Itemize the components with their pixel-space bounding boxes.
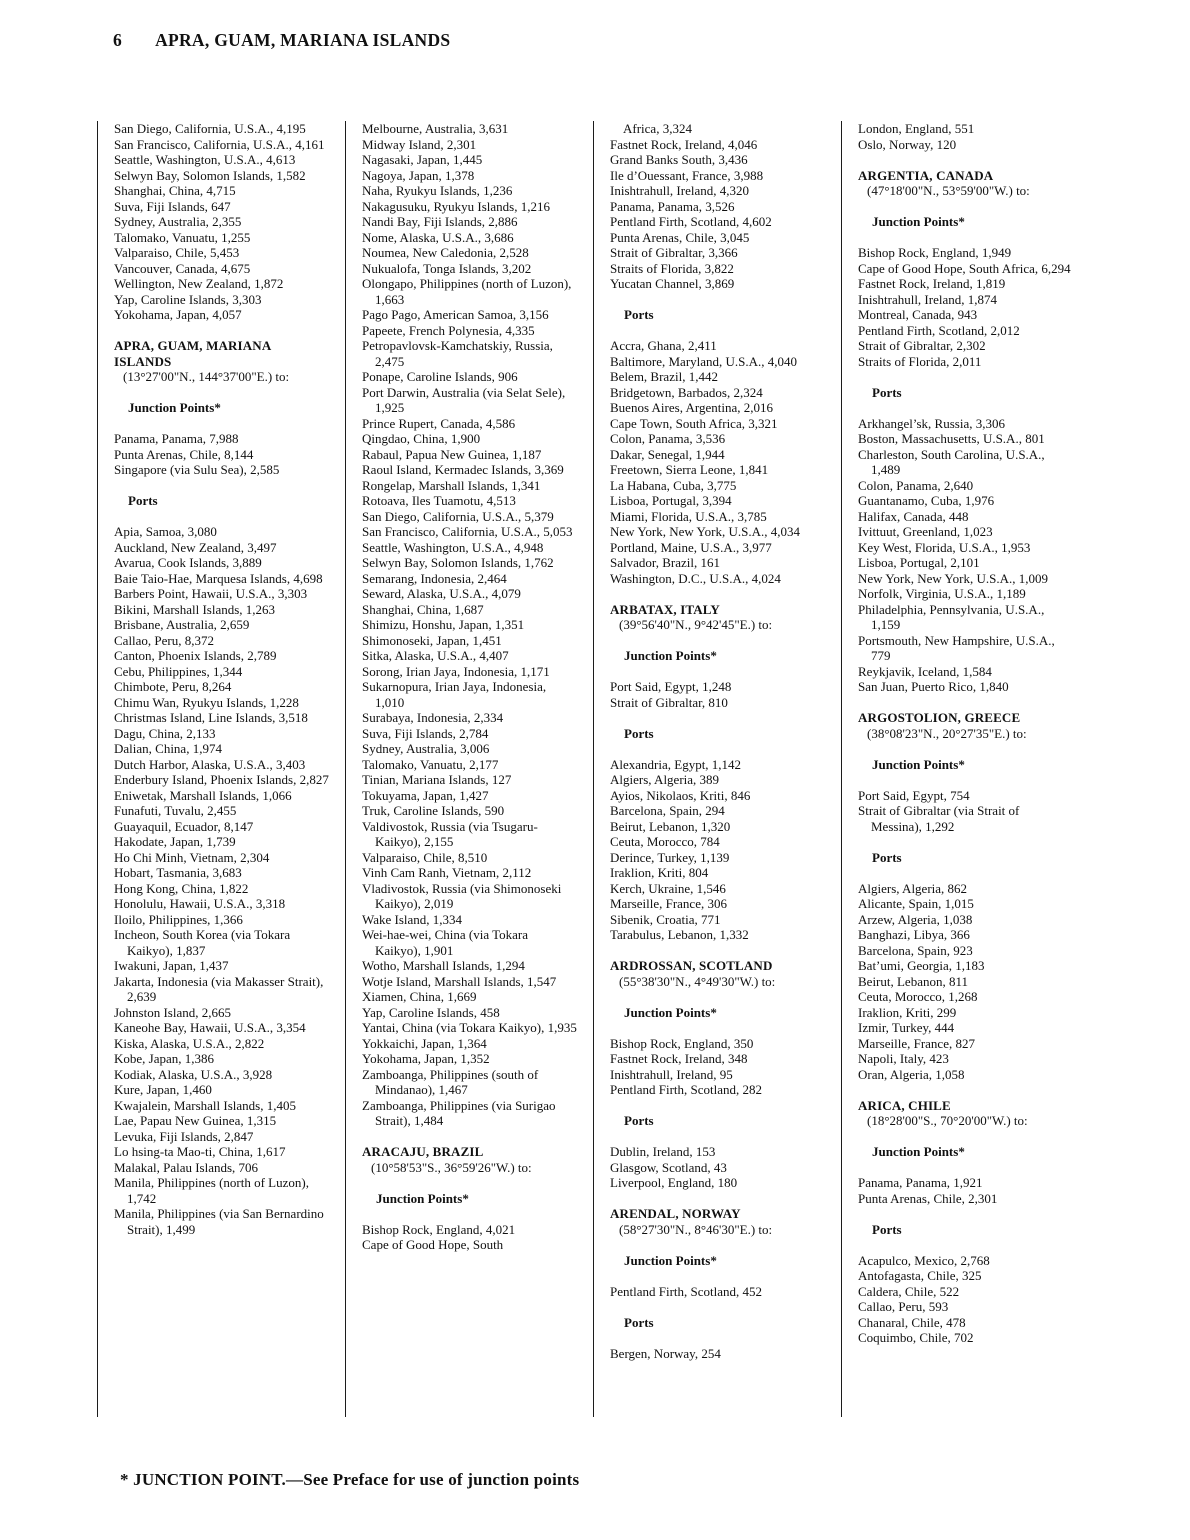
- distance-entry: Kerch, Ukraine, 1,546: [610, 880, 726, 896]
- distance-entry: Callao, Peru, 593: [858, 1299, 949, 1314]
- distance-entry: Panama, Panama, 7,988: [114, 431, 239, 446]
- distance-entry: Qingdao, China, 1,900: [362, 431, 481, 446]
- distance-entry: Izmir, Turkey, 444: [858, 1020, 955, 1035]
- distance-entry: Sydney, Australia, 3,006: [362, 741, 490, 756]
- distance-entry: Coquimbo, Chile, 702: [858, 1330, 974, 1345]
- distance-entry: Rotoava, Iles Tuamotu, 4,513: [362, 493, 516, 508]
- distance-entry: Lisboa, Portugal, 2,101: [858, 555, 980, 570]
- distance-entry: Ile d’Ouessant, France, 3,988: [610, 167, 764, 183]
- distance-entry: Iwakuni, Japan, 1,437: [114, 958, 229, 973]
- spacer: [610, 710, 825, 726]
- distance-entry: Selwyn Bay, Solomon Islands, 1,582: [114, 167, 306, 183]
- distance-entry: San Diego, California, U.S.A., 4,195: [114, 121, 306, 136]
- distance-entry: Jakarta, Indonesia (via Makasser Strait), 2,639: [114, 973, 324, 1004]
- distance-entry: Strait of Gibraltar, 810: [610, 694, 728, 710]
- distance-entry: Guantanamo, Cuba, 1,976: [858, 493, 995, 508]
- distance-entry: Wellington, New Zealand, 1,872: [114, 276, 284, 291]
- spacer: [610, 989, 825, 1005]
- distance-entry: Nagasaki, Japan, 1,445: [362, 152, 483, 167]
- port-coordinates: (39°56'40"N., 9°42'45"E.) to:: [619, 617, 773, 632]
- distance-entry: Wei-hae-wei, China (via Tokara Kaikyo), 1,901: [362, 927, 529, 958]
- distance-entry: Surabaya, Indonesia, 2,334: [362, 710, 504, 725]
- distance-entry: Straits of Florida, 2,011: [858, 353, 982, 369]
- distance-entry: Tarabulus, Lebanon, 1,332: [610, 927, 749, 942]
- distance-entry: Oran, Algeria, 1,058: [858, 1066, 965, 1082]
- distance-entry: Nagoya, Japan, 1,378: [362, 167, 475, 183]
- distance-entry: Seward, Alaska, U.S.A., 4,079: [362, 586, 521, 601]
- distance-entry: Shanghai, China, 1,687: [362, 601, 484, 617]
- distance-entry: Antofagasta, Chile, 325: [858, 1268, 982, 1283]
- distance-entry: Arkhangel’sk, Russia, 3,306: [858, 415, 1005, 431]
- distance-entry: Bat’umi, Georgia, 1,183: [858, 958, 985, 973]
- distance-entry: Vinh Cam Ranh, Vietnam, 2,112: [362, 865, 532, 880]
- distance-entry: Port Said, Egypt, 1,248: [610, 679, 732, 694]
- spacer: [610, 943, 825, 959]
- distance-entry: Petropavlovsk-Kamchatskiy, Russia, 2,475: [362, 338, 553, 369]
- spacer: [858, 230, 1073, 246]
- distance-entry: Salvador, Brazil, 161: [610, 555, 720, 570]
- distance-entry: Fastnet Rock, Ireland, 1,819: [858, 276, 1006, 291]
- distance-entry: Iraklion, Kriti, 804: [610, 865, 709, 880]
- distance-entry: Kiska, Alaska, U.S.A., 2,822: [114, 1035, 265, 1051]
- distance-entry: Hakodate, Japan, 1,739: [114, 834, 236, 849]
- distance-entry: Arzew, Algeria, 1,038: [858, 911, 973, 927]
- distance-entry: Callao, Peru, 8,372: [114, 632, 215, 648]
- distance-entry: Freetown, Sierra Leone, 1,841: [610, 462, 769, 477]
- distance-entry: Washington, D.C., U.S.A., 4,024: [610, 570, 781, 586]
- columns-container: [97, 121, 1089, 1417]
- distance-entry: Strait of Gibraltar (via Strait of Messina), 1,292: [858, 803, 1020, 834]
- port-heading: ARGENTIA, CANADA: [858, 167, 994, 183]
- port-heading: ARACAJU, BRAZIL: [362, 1144, 484, 1159]
- distance-entry: Chanaral, Chile, 478: [858, 1314, 966, 1330]
- spacer: [610, 1299, 825, 1315]
- spacer: [114, 385, 329, 401]
- distance-entry: Naha, Ryukyu Islands, 1,236: [362, 183, 513, 198]
- distance-entry: Ceuta, Morocco, 1,268: [858, 989, 978, 1004]
- distance-entry: Melbourne, Australia, 3,631: [362, 121, 509, 136]
- distance-entry: Alexandria, Egypt, 1,142: [610, 756, 742, 772]
- distance-entry: Colon, Panama, 2,640: [858, 477, 974, 493]
- distance-entry: Sorong, Irian Jaya, Indonesia, 1,171: [362, 663, 550, 679]
- distance-entry: Yap, Caroline Islands, 3,303: [114, 291, 262, 307]
- spacer: [610, 1191, 825, 1207]
- distance-entry: Dublin, Ireland, 153: [610, 1144, 716, 1159]
- spacer: [858, 199, 1073, 215]
- distance-entry: Panama, Panama, 3,526: [610, 198, 735, 214]
- section-subheading: Ports: [872, 849, 902, 865]
- distance-entry: Canton, Phoenix Islands, 2,789: [114, 648, 277, 663]
- junction-point-footnote: * JUNCTION POINT.—See Preface for use of junction points: [120, 1470, 580, 1489]
- distance-entry: Pago Pago, American Samoa, 3,156: [362, 307, 549, 322]
- distance-entry: Montreal, Canada, 943: [858, 307, 978, 322]
- distance-entry: Strait of Gibraltar, 3,366: [610, 245, 738, 260]
- distance-entry: Philadelphia, Pennsylvania, U.S.A., 1,159: [858, 601, 1045, 632]
- distance-entry: Kobe, Japan, 1,386: [114, 1051, 215, 1066]
- section-subheading: Junction Points*: [872, 756, 965, 772]
- section-subheading: Ports: [624, 1314, 654, 1330]
- port-coordinates: (13°27'00"N., 144°37'00"E.) to:: [123, 369, 290, 384]
- distance-entry: Rongelap, Marshall Islands, 1,341: [362, 477, 541, 493]
- distance-entry: Charleston, South Carolina, U.S.A., 1,489: [858, 446, 1045, 477]
- distance-entry: Dutch Harbor, Alaska, U.S.A., 3,403: [114, 756, 306, 772]
- port-heading: ARENDAL, NORWAY: [610, 1206, 741, 1221]
- distance-entry: Halifax, Canada, 448: [858, 508, 969, 524]
- distance-entry: Wotje Island, Marshall Islands, 1,547: [362, 973, 557, 989]
- spacer: [114, 416, 329, 432]
- distance-entry: Talomako, Vanuatu, 2,177: [362, 756, 499, 772]
- spacer: [610, 292, 825, 308]
- distance-entry: Tinian, Mariana Islands, 127: [362, 772, 512, 787]
- distance-entry: Chimbote, Peru, 8,264: [114, 679, 232, 694]
- distance-entry: Beirut, Lebanon, 1,320: [610, 818, 731, 834]
- distance-entry: Enderbury Island, Phoenix Islands, 2,827: [114, 772, 329, 787]
- spacer: [610, 741, 825, 757]
- distance-entry: Auckland, New Zealand, 3,497: [114, 539, 277, 555]
- port-coordinates: (38°08'23"N., 20°27'35"E.) to:: [867, 725, 1027, 741]
- distance-entry: Cape of Good Hope, South Africa, 6,294: [858, 260, 1071, 276]
- distance-entry: Acapulco, Mexico, 2,768: [858, 1252, 990, 1268]
- section-subheading: Ports: [624, 725, 654, 741]
- port-heading: ARICA, CHILE: [858, 1097, 951, 1113]
- distance-entry: Kaneohe Bay, Hawaii, U.S.A., 3,354: [114, 1020, 306, 1035]
- distance-entry: Apia, Samoa, 3,080: [114, 524, 217, 539]
- distance-entry: Cape Town, South Africa, 3,321: [610, 415, 778, 431]
- spacer: [858, 1129, 1073, 1145]
- distance-entry: Strait of Gibraltar, 2,302: [858, 338, 986, 353]
- section-subheading: Junction Points*: [624, 1252, 717, 1268]
- distance-entry: Seattle, Washington, U.S.A., 4,948: [362, 539, 544, 555]
- distance-entry: Dagu, China, 2,133: [114, 725, 216, 741]
- distance-entry: Chimu Wan, Ryukyu Islands, 1,228: [114, 694, 299, 710]
- distance-entry: Wake Island, 1,334: [362, 911, 463, 927]
- distance-entry: Vancouver, Canada, 4,675: [114, 260, 251, 276]
- distance-entry: Ceuta, Morocco, 784: [610, 834, 720, 849]
- distance-entry: Yucatan Channel, 3,869: [610, 276, 735, 291]
- distance-entry: Portland, Maine, U.S.A., 3,977: [610, 539, 772, 555]
- distance-entry: Punta Arenas, Chile, 3,045: [610, 229, 750, 245]
- distance-entry: New York, New York, U.S.A., 1,009: [858, 570, 1048, 586]
- distance-entry: Algiers, Algeria, 389: [610, 772, 720, 787]
- distance-entry: Bishop Rock, England, 1,949: [858, 245, 1012, 260]
- distance-entry: San Juan, Puerto Rico, 1,840: [858, 679, 1009, 694]
- section-subheading: Ports: [128, 493, 158, 508]
- section-subheading: Junction Points*: [128, 400, 221, 415]
- distance-entry: Punta Arenas, Chile, 8,144: [114, 446, 254, 462]
- distance-entry: Brisbane, Australia, 2,659: [114, 617, 250, 632]
- distance-entry: Bridgetown, Barbados, 2,324: [610, 384, 763, 400]
- port-heading: ARBATAX, ITALY: [610, 601, 720, 617]
- distance-entry: London, England, 551: [858, 121, 975, 136]
- spacer: [610, 586, 825, 602]
- distance-entry: Barbers Point, Hawaii, U.S.A., 3,303: [114, 586, 308, 601]
- distance-entry: Zamboanga, Philippines (south of Mindanao), 1,467: [362, 1066, 539, 1097]
- distance-entry: Bergen, Norway, 254: [610, 1345, 721, 1361]
- spacer: [362, 1206, 577, 1222]
- distance-entry: Selwyn Bay, Solomon Islands, 1,762: [362, 555, 554, 570]
- spacer: [610, 664, 825, 680]
- distance-entry: Sukarnopura, Irian Jaya, Indonesia, 1,010: [362, 679, 547, 710]
- distance-entry: Algiers, Algeria, 862: [858, 880, 968, 896]
- distance-entry: Hobart, Tasmania, 3,683: [114, 865, 242, 880]
- distance-entry: Colon, Panama, 3,536: [610, 431, 726, 446]
- distance-entry: Lo hsing-ta Mao-ti, China, 1,617: [114, 1144, 286, 1159]
- distance-entry: New York, New York, U.S.A., 4,034: [610, 524, 800, 539]
- spacer: [858, 865, 1073, 881]
- distance-entry: Honolulu, Hawaii, U.S.A., 3,318: [114, 896, 286, 911]
- distance-entry: Bishop Rock, England, 4,021: [362, 1221, 516, 1237]
- distance-entry: Alicante, Spain, 1,015: [858, 896, 974, 911]
- spacer: [610, 1020, 825, 1036]
- distance-entry: Pentland Firth, Scotland, 452: [610, 1283, 763, 1299]
- spacer: [858, 152, 1073, 168]
- distance-entry: Yap, Caroline Islands, 458: [362, 1004, 500, 1020]
- distance-entry: Glasgow, Scotland, 43: [610, 1159, 727, 1175]
- distance-entry: Shimonoseki, Japan, 1,451: [362, 632, 502, 648]
- distance-entry: Caldera, Chile, 522: [858, 1283, 960, 1299]
- distance-entry: Lisboa, Portugal, 3,394: [610, 493, 732, 508]
- port-heading: ARGOSTOLION, GREECE: [858, 710, 1021, 725]
- distance-entry: Accra, Ghana, 2,411: [610, 338, 717, 353]
- distance-entry: Avarua, Cook Islands, 3,889: [114, 555, 262, 570]
- distance-entry: Xiamen, China, 1,669: [362, 989, 477, 1004]
- distance-entry: Marseille, France, 827: [858, 1035, 975, 1051]
- distance-entry: Banghazi, Libya, 366: [858, 927, 970, 942]
- distance-entry: Nandi Bay, Fiji Islands, 2,886: [362, 214, 518, 229]
- port-coordinates: (47°18'00"N., 53°59'00"W.) to:: [867, 183, 1030, 198]
- distance-entry: Sydney, Australia, 2,355: [114, 214, 242, 229]
- section-subheading: Ports: [624, 1113, 654, 1128]
- distance-entry: Oslo, Norway, 120: [858, 136, 957, 152]
- distance-entry: San Diego, California, U.S.A., 5,379: [362, 508, 554, 524]
- distance-entry: San Francisco, California, U.S.A., 4,161: [114, 136, 325, 152]
- distance-entry: Prince Rupert, Canada, 4,586: [362, 415, 516, 431]
- distance-entry: Yokohama, Japan, 1,352: [362, 1051, 490, 1066]
- port-coordinates: (55°38'30"N., 4°49'30"W.) to:: [619, 973, 776, 989]
- distance-entry: Johnston Island, 2,665: [114, 1004, 231, 1020]
- page-header: [113, 30, 450, 51]
- distance-entry: Suva, Fiji Islands, 647: [114, 198, 231, 214]
- section-subheading: Junction Points*: [872, 1144, 965, 1159]
- distance-entry: Napoli, Italy, 423: [858, 1051, 949, 1066]
- distance-entry-continuation: Africa, 3,324: [623, 121, 692, 136]
- spacer: [610, 1129, 825, 1145]
- distance-entry: Inishtrahull, Ireland, 95: [610, 1066, 733, 1082]
- spacer: [610, 633, 825, 649]
- distance-entry: Funafuti, Tuvalu, 2,455: [114, 803, 237, 818]
- distance-entry: Hong Kong, China, 1,822: [114, 880, 249, 896]
- distance-entry: Ivittuut, Greenland, 1,023: [858, 524, 993, 539]
- distance-entry: Buenos Aires, Argentina, 2,016: [610, 400, 773, 415]
- spacer: [858, 369, 1073, 385]
- distance-entry: Shanghai, China, 4,715: [114, 183, 236, 198]
- distance-entry: Eniwetak, Marshall Islands, 1,066: [114, 787, 292, 803]
- distance-entry: Dakar, Senegal, 1,944: [610, 446, 725, 462]
- spacer: [362, 1129, 577, 1145]
- spacer: [858, 741, 1073, 757]
- spacer: [858, 400, 1073, 416]
- distance-entry: Nome, Alaska, U.S.A., 3,686: [362, 229, 514, 245]
- port-coordinates: (58°27'30"N., 8°46'30"E.) to:: [619, 1221, 773, 1237]
- distance-entry: Baltimore, Maryland, U.S.A., 4,040: [610, 353, 798, 369]
- distance-entry: Midway Island, 2,301: [362, 136, 477, 152]
- column-3: [593, 121, 841, 1417]
- distance-entry: Valparaiso, Chile, 8,510: [362, 849, 488, 865]
- distance-entry: Grand Banks South, 3,436: [610, 152, 748, 167]
- page-title: APRA, GUAM, MARIANA ISLANDS: [155, 30, 451, 50]
- section-subheading: Ports: [872, 1221, 902, 1237]
- section-subheading: Junction Points*: [624, 1004, 717, 1020]
- distance-entry: Pentland Firth, Scotland, 282: [610, 1082, 763, 1097]
- distance-entry: Barcelona, Spain, 294: [610, 803, 725, 818]
- distance-entry: Baie Taio-Hae, Marquesa Islands, 4,698: [114, 570, 323, 586]
- distance-entry: Guayaquil, Ecuador, 8,147: [114, 818, 254, 834]
- distance-entry: Singapore (via Sulu Sea), 2,585: [114, 462, 280, 477]
- distance-entry: Kodiak, Alaska, U.S.A., 3,928: [114, 1066, 273, 1082]
- distance-entry: Yokohama, Japan, 4,057: [114, 307, 242, 322]
- distance-entry: La Habana, Cuba, 3,775: [610, 477, 737, 493]
- distance-entry: Barcelona, Spain, 923: [858, 942, 973, 958]
- port-coordinates: (10°58'53"S., 36°59'26"W.) to:: [371, 1159, 532, 1175]
- distance-entry: Kure, Japan, 1,460: [114, 1082, 212, 1097]
- column-4: [841, 121, 1089, 1417]
- spacer: [114, 478, 329, 494]
- distance-entry: Ayios, Nikolaos, Kriti, 846: [610, 787, 751, 803]
- distance-entry: Valdivostok, Russia (via Tsugaru-Kaikyo), 2,155: [362, 818, 538, 849]
- spacer: [858, 1082, 1073, 1098]
- distance-entry: Cape of Good Hope, South: [362, 1237, 504, 1252]
- distance-entry: Straits of Florida, 3,822: [610, 260, 734, 276]
- distance-entry: San Francisco, California, U.S.A., 5,053: [362, 524, 573, 539]
- distance-entry: Yantai, China (via Tokara Kaikyo), 1,935: [362, 1020, 577, 1035]
- distance-entry: Panama, Panama, 1,921: [858, 1175, 983, 1190]
- distance-entry: Ponape, Caroline Islands, 906: [362, 369, 518, 384]
- distance-entry: Portsmouth, New Hampshire, U.S.A., 779: [858, 632, 1055, 663]
- distance-entry: Inishtrahull, Ireland, 1,874: [858, 291, 997, 307]
- distance-entry: Talomako, Vanuatu, 1,255: [114, 229, 251, 245]
- spacer: [858, 834, 1073, 850]
- distance-entry: Wotho, Marshall Islands, 1,294: [362, 958, 525, 973]
- section-subheading: Ports: [872, 384, 902, 400]
- column-2: [345, 121, 593, 1417]
- distance-entry: Beirut, Lebanon, 811: [858, 973, 968, 989]
- distance-entry: Nukualofa, Tonga Islands, 3,202: [362, 260, 532, 276]
- spacer: [858, 772, 1073, 788]
- distance-entry: Port Said, Egypt, 754: [858, 787, 970, 803]
- distance-entry: Cebu, Philippines, 1,344: [114, 663, 243, 679]
- distance-entry: Noumea, New Caledonia, 2,528: [362, 245, 529, 260]
- spacer: [114, 323, 329, 339]
- distance-entry: Belem, Brazil, 1,442: [610, 369, 718, 384]
- distance-entry: Liverpool, England, 180: [610, 1175, 738, 1190]
- distance-entry: Inishtrahull, Ireland, 4,320: [610, 183, 749, 198]
- distance-entry: Derince, Turkey, 1,139: [610, 849, 730, 865]
- distance-entry: Dalian, China, 1,974: [114, 741, 222, 756]
- spacer: [114, 509, 329, 525]
- port-heading: ARDROSSAN, SCOTLAND: [610, 958, 773, 973]
- distance-entry: Kwajalein, Marshall Islands, 1,405: [114, 1097, 296, 1113]
- distance-entry: Nakagusuku, Ryukyu Islands, 1,216: [362, 198, 550, 214]
- distance-entry: Reykjavik, Iceland, 1,584: [858, 663, 992, 679]
- distance-entry: Semarang, Indonesia, 2,464: [362, 570, 507, 586]
- distance-entry: Norfolk, Virginia, U.S.A., 1,189: [858, 586, 1026, 601]
- distance-entry: Christmas Island, Line Islands, 3,518: [114, 710, 308, 725]
- distance-entry: Levuka, Fiji Islands, 2,847: [114, 1128, 254, 1144]
- distance-entry: Fastnet Rock, Ireland, 4,046: [610, 136, 758, 152]
- spacer: [362, 1175, 577, 1191]
- port-heading: APRA, GUAM, MARIANA ISLANDS: [114, 338, 271, 369]
- distance-entry: Manila, Philippines (north of Luzon), 1,742: [114, 1175, 309, 1206]
- distance-entry: Bishop Rock, England, 350: [610, 1035, 754, 1051]
- spacer: [858, 1160, 1073, 1176]
- port-coordinates: (18°28'00"S., 70°20'00"W.) to:: [867, 1113, 1028, 1128]
- spacer: [858, 695, 1073, 711]
- distance-entry: Pentland Firth, Scotland, 4,602: [610, 214, 772, 229]
- distance-entry: Tokuyama, Japan, 1,427: [362, 787, 489, 803]
- distance-entry: Valparaiso, Chile, 5,453: [114, 245, 240, 260]
- distance-entry: Ho Chi Minh, Vietnam, 2,304: [114, 849, 270, 865]
- spacer: [610, 1098, 825, 1114]
- distance-entry: Sitka, Alaska, U.S.A., 4,407: [362, 648, 509, 663]
- distance-entry: Lae, Papau New Guinea, 1,315: [114, 1113, 277, 1128]
- distance-entry: Fastnet Rock, Ireland, 348: [610, 1051, 748, 1066]
- section-subheading: Junction Points*: [376, 1190, 469, 1206]
- distance-entry: Seattle, Washington, U.S.A., 4,613: [114, 152, 296, 167]
- distance-entry: Papeete, French Polynesia, 4,335: [362, 322, 535, 338]
- spacer: [610, 1268, 825, 1284]
- spacer: [610, 323, 825, 339]
- spacer: [610, 1330, 825, 1346]
- spacer: [610, 1237, 825, 1253]
- spacer: [858, 1206, 1073, 1222]
- distance-entry: Shimizu, Honshu, Japan, 1,351: [362, 617, 525, 632]
- distance-entry: Key West, Florida, U.S.A., 1,953: [858, 539, 1031, 555]
- distance-entry: Bikini, Marshall Islands, 1,263: [114, 601, 276, 617]
- distance-entry: Vladivostok, Russia (via Shimonoseki Kaikyo), 2,019: [362, 880, 562, 911]
- distance-entry: Port Darwin, Australia (via Selat Sele), 1,925: [362, 384, 566, 415]
- distance-entry: Incheon, South Korea (via Tokara Kaikyo), 1,837: [114, 927, 291, 958]
- distance-entry: Truk, Caroline Islands, 590: [362, 803, 505, 818]
- distance-entry: Zamboanga, Philippines (via Surigao Strait), 1,484: [362, 1097, 556, 1128]
- distance-entry: Iraklion, Kriti, 299: [858, 1004, 957, 1020]
- column-1: [97, 121, 345, 1417]
- distance-entry: Manila, Philippines (via San Bernardino Strait), 1,499: [114, 1206, 324, 1237]
- distance-entry: Malakal, Palau Islands, 706: [114, 1159, 259, 1175]
- distance-entry: Yokkaichi, Japan, 1,364: [362, 1035, 487, 1051]
- distance-entry: Pentland Firth, Scotland, 2,012: [858, 322, 1020, 338]
- distance-entry: Iloilo, Philippines, 1,366: [114, 911, 243, 927]
- distance-entry: Miami, Florida, U.S.A., 3,785: [610, 508, 767, 524]
- distance-entry: Sibenik, Croatia, 771: [610, 911, 721, 927]
- distance-entry: Punta Arenas, Chile, 2,301: [858, 1190, 998, 1206]
- distance-entry: Olongapo, Philippines (north of Luzon), 1,663: [362, 276, 572, 307]
- distance-entry: Suva, Fiji Islands, 2,784: [362, 725, 489, 741]
- section-subheading: Junction Points*: [624, 648, 717, 663]
- section-subheading: Junction Points*: [872, 214, 965, 229]
- spacer: [858, 1237, 1073, 1253]
- distance-entry: Boston, Massachusetts, U.S.A., 801: [858, 431, 1045, 446]
- section-subheading: Ports: [624, 307, 654, 322]
- distance-entry: Rabaul, Papua New Guinea, 1,187: [362, 446, 542, 462]
- distance-entry: Raoul Island, Kermadec Islands, 3,369: [362, 462, 564, 477]
- page-number: 6: [113, 30, 123, 50]
- distance-entry: Marseille, France, 306: [610, 896, 727, 911]
